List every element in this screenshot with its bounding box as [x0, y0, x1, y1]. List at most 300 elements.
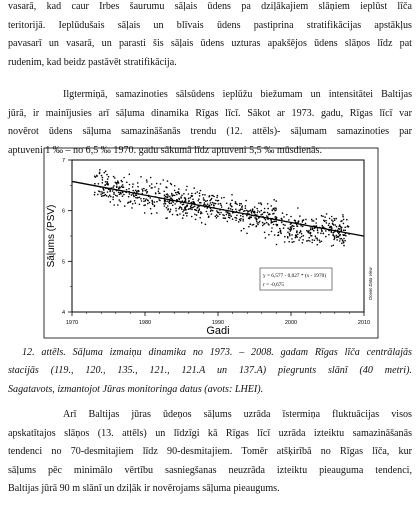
data-point — [281, 218, 283, 220]
data-point — [183, 214, 185, 216]
data-point — [298, 220, 300, 222]
paragraph3-line: sāļums pēc minimālo vērtību sasniegšanas neuzrāda izteiktu pieauguma tendenci, — [8, 464, 412, 476]
data-point — [319, 241, 321, 243]
data-point — [279, 228, 281, 230]
data-point — [299, 237, 301, 239]
data-point — [310, 227, 312, 229]
data-point — [135, 197, 137, 199]
data-point — [132, 203, 134, 205]
data-point — [112, 196, 114, 198]
data-point — [241, 230, 243, 232]
data-point — [339, 228, 341, 230]
data-point — [132, 186, 134, 188]
data-point — [217, 195, 219, 197]
data-point — [255, 219, 257, 221]
data-point — [109, 191, 111, 193]
data-point — [131, 207, 133, 209]
data-point — [191, 209, 193, 211]
data-point — [113, 193, 115, 195]
data-point — [199, 192, 201, 194]
data-point — [187, 204, 189, 206]
data-point — [302, 221, 304, 223]
data-point — [293, 225, 295, 227]
data-point — [147, 191, 149, 193]
data-point — [321, 215, 323, 217]
data-point — [315, 222, 317, 224]
data-point — [273, 209, 275, 211]
data-point — [344, 227, 346, 229]
data-point — [251, 211, 253, 213]
data-point — [106, 174, 108, 176]
data-point — [132, 190, 134, 192]
data-point — [182, 217, 184, 219]
data-point — [105, 184, 107, 186]
data-point — [311, 242, 313, 244]
data-point — [276, 244, 278, 246]
data-point — [101, 191, 103, 193]
data-point — [317, 228, 319, 230]
data-point — [271, 227, 273, 229]
data-point — [228, 217, 230, 219]
data-point — [338, 236, 340, 238]
data-point — [314, 240, 316, 242]
data-point — [343, 223, 345, 225]
y-tick-label: 6 — [61, 208, 65, 215]
data-point — [198, 206, 200, 208]
data-point — [235, 220, 237, 222]
data-point — [240, 215, 242, 217]
data-point — [99, 169, 101, 171]
data-point — [96, 175, 98, 177]
data-point — [203, 197, 205, 199]
data-point — [211, 213, 213, 215]
data-point — [230, 205, 232, 207]
data-point — [267, 208, 269, 210]
data-point — [291, 228, 293, 230]
data-point — [143, 188, 145, 190]
data-point — [128, 196, 130, 198]
data-point — [166, 196, 168, 198]
data-point — [129, 184, 131, 186]
data-point — [99, 173, 101, 175]
data-point — [287, 237, 289, 239]
data-point — [142, 190, 144, 192]
data-point — [228, 207, 230, 209]
data-point — [105, 181, 107, 183]
data-point — [299, 215, 301, 217]
data-point — [218, 203, 220, 205]
data-point — [204, 194, 206, 196]
data-point — [313, 230, 315, 232]
data-point — [220, 204, 222, 206]
data-point — [118, 188, 120, 190]
data-point — [230, 208, 232, 210]
data-point — [262, 222, 264, 224]
data-point — [264, 208, 266, 210]
data-point — [154, 206, 156, 208]
data-point — [240, 209, 242, 211]
data-point — [227, 221, 229, 223]
data-point — [255, 217, 257, 219]
data-point — [110, 196, 112, 198]
data-point — [275, 200, 277, 202]
data-point — [258, 217, 260, 219]
data-point — [290, 226, 292, 228]
data-point — [101, 195, 103, 197]
data-point — [191, 193, 193, 195]
data-point — [186, 215, 188, 217]
data-point — [150, 208, 152, 210]
data-point — [174, 203, 176, 205]
data-point — [194, 214, 196, 216]
data-point — [301, 233, 303, 235]
data-point — [223, 218, 225, 220]
data-point — [217, 216, 219, 218]
figure-caption — [8, 344, 412, 399]
data-point — [185, 189, 187, 191]
trend-line — [72, 181, 364, 236]
data-point — [321, 231, 323, 233]
data-point — [141, 188, 143, 190]
data-point — [231, 194, 233, 196]
data-point — [296, 225, 298, 227]
data-point — [284, 241, 286, 243]
data-point — [201, 222, 203, 224]
data-point — [262, 213, 264, 215]
data-point — [290, 216, 292, 218]
data-point — [171, 202, 173, 204]
data-point — [114, 177, 116, 179]
data-point — [336, 235, 338, 237]
data-point — [258, 222, 260, 224]
data-point — [312, 239, 314, 241]
data-point — [323, 226, 325, 228]
data-point — [300, 230, 302, 232]
data-point — [293, 241, 295, 243]
data-point — [254, 211, 256, 213]
data-point — [215, 216, 217, 218]
data-point — [149, 197, 151, 199]
data-point — [287, 227, 289, 229]
data-point — [262, 225, 264, 227]
data-point — [215, 203, 217, 205]
data-point — [95, 176, 97, 178]
data-point — [264, 223, 266, 225]
data-point — [311, 219, 313, 221]
equation-text: y = 6,577 - 0,027 * (x - 1970) — [263, 273, 327, 279]
data-point — [166, 187, 168, 189]
data-point — [236, 217, 238, 219]
data-point — [204, 199, 206, 201]
data-point — [164, 200, 166, 202]
data-point — [122, 195, 124, 197]
data-point — [229, 213, 231, 215]
data-point — [234, 217, 236, 219]
data-point — [151, 200, 153, 202]
data-point — [108, 196, 110, 198]
data-point — [342, 214, 344, 216]
data-point — [139, 204, 141, 206]
data-point — [112, 190, 114, 192]
data-point — [249, 223, 251, 225]
data-point — [336, 226, 338, 228]
data-point — [221, 206, 223, 208]
data-point — [199, 195, 201, 197]
data-point — [229, 214, 231, 216]
data-point — [113, 204, 115, 206]
data-point — [339, 240, 341, 242]
data-point — [107, 181, 109, 183]
data-point — [277, 235, 279, 237]
data-point — [158, 191, 160, 193]
data-point — [180, 197, 182, 199]
data-point — [178, 188, 180, 190]
data-point — [249, 216, 251, 218]
x-axis-label: Gadi — [206, 325, 230, 337]
data-point — [174, 195, 176, 197]
data-point — [190, 207, 192, 209]
data-point — [305, 219, 307, 221]
data-point — [238, 209, 240, 211]
data-point — [235, 209, 237, 211]
data-point — [274, 210, 276, 212]
data-point — [162, 179, 164, 181]
x-tick-label: 2000 — [284, 320, 298, 326]
data-point — [135, 202, 137, 204]
data-point — [119, 193, 121, 195]
paragraph2-line: aptuveni 1 ‰ – no 6,5 ‰ 1970. gadu sākumā līdz aptuveni 5,5 ‰ mūsdienās. — [8, 144, 322, 156]
data-point — [128, 202, 130, 204]
data-point — [256, 208, 258, 210]
data-point — [315, 235, 317, 237]
data-point — [284, 224, 286, 226]
data-point — [102, 193, 104, 195]
data-point — [245, 200, 247, 202]
data-point — [343, 219, 345, 221]
data-point — [177, 214, 179, 216]
data-point — [331, 245, 333, 247]
data-point — [220, 212, 222, 214]
data-point — [339, 224, 341, 226]
data-point — [219, 214, 221, 216]
data-point — [122, 186, 124, 188]
data-point — [210, 202, 212, 204]
data-point — [197, 200, 199, 202]
data-point — [201, 212, 203, 214]
data-point — [282, 212, 284, 214]
data-point — [165, 203, 167, 205]
data-point — [169, 203, 171, 205]
data-point — [163, 191, 165, 193]
data-point — [240, 218, 242, 220]
data-point — [341, 243, 343, 245]
data-point — [149, 202, 151, 204]
data-point — [343, 245, 345, 247]
data-point — [171, 194, 173, 196]
data-point — [297, 234, 299, 236]
caption-line: Sagatavots, izmantojot Jūras monitoringa datus (avots: LHEI). — [8, 383, 264, 395]
data-point — [113, 176, 115, 178]
data-point — [185, 212, 187, 214]
data-point — [326, 222, 328, 224]
data-point — [115, 182, 117, 184]
data-point — [107, 191, 109, 193]
data-point — [278, 232, 280, 234]
data-point — [343, 229, 345, 231]
data-point — [302, 220, 304, 222]
data-point — [141, 200, 143, 202]
data-point — [126, 189, 128, 191]
data-point — [273, 199, 275, 201]
data-point — [227, 212, 229, 214]
data-point — [300, 225, 302, 227]
data-point — [216, 214, 218, 216]
data-point — [158, 188, 160, 190]
data-point — [182, 211, 184, 213]
data-point — [202, 194, 204, 196]
data-point — [137, 197, 139, 199]
data-point — [121, 180, 123, 182]
data-point — [135, 194, 137, 196]
data-point — [343, 241, 345, 243]
data-point — [102, 177, 104, 179]
data-point — [283, 227, 285, 229]
data-point — [325, 230, 327, 232]
data-point — [333, 245, 335, 247]
data-point — [144, 204, 146, 206]
data-point — [195, 209, 197, 211]
paragraph1-line: teritorijā. Ieplūdušais sāļais un blīvais ūdens pastiprina stratifikācijas apstākļus — [8, 19, 412, 31]
data-point — [322, 216, 324, 218]
paragraph3-line: tendenci no 70-desmitajiem līdz 90-desmitajiem. Tomēr atšķirībā no Rīgas līča, kur — [8, 446, 412, 458]
data-point — [344, 240, 346, 242]
data-point — [113, 192, 115, 194]
data-point — [336, 239, 338, 241]
data-point — [200, 202, 202, 204]
data-point — [124, 205, 126, 207]
data-point — [280, 230, 282, 232]
data-point — [274, 207, 276, 209]
data-point — [99, 191, 101, 193]
data-point — [151, 183, 153, 185]
data-point — [213, 202, 215, 204]
data-point — [129, 193, 131, 195]
data-point — [116, 187, 118, 189]
data-point — [128, 188, 130, 190]
data-point — [118, 192, 120, 194]
chart-svg — [0, 142, 420, 342]
data-point — [145, 190, 147, 192]
data-point — [103, 192, 105, 194]
data-point — [317, 230, 319, 232]
data-point — [186, 186, 188, 188]
data-point — [264, 211, 266, 213]
data-point — [223, 215, 225, 217]
data-point — [120, 201, 122, 203]
data-point — [272, 209, 274, 211]
data-point — [181, 209, 183, 211]
data-point — [188, 198, 190, 200]
data-point — [149, 185, 151, 187]
data-point — [197, 191, 199, 193]
data-point — [184, 197, 186, 199]
data-point — [163, 203, 165, 205]
paragraph3-line: Baltijas jūrā 90 m slānī un dziļāk ir novērojams sāļuma pieaugums. — [8, 483, 280, 495]
data-point — [236, 215, 238, 217]
data-point — [204, 202, 206, 204]
x-tick-label: 1970 — [65, 320, 79, 326]
data-point — [123, 177, 125, 179]
data-point — [147, 200, 149, 202]
data-point — [291, 234, 293, 236]
data-point — [330, 226, 332, 228]
data-point — [268, 214, 270, 216]
data-point — [291, 238, 293, 240]
data-point — [140, 176, 142, 178]
data-point — [212, 202, 214, 204]
data-point — [156, 212, 158, 214]
data-point — [179, 207, 181, 209]
data-point — [275, 221, 277, 223]
data-point — [332, 221, 334, 223]
paragraph3-line: apskatītajos slāņos (13. attēls) un līdzīgi kā Rīgas līcī uzrāda izteiktu samazināšanās — [8, 427, 412, 439]
data-point — [175, 210, 177, 212]
data-point — [198, 212, 200, 214]
data-point — [347, 225, 349, 227]
data-point — [344, 230, 346, 232]
data-point — [181, 195, 183, 197]
data-point — [286, 214, 288, 216]
paragraph-3 — [8, 406, 412, 499]
data-point — [293, 228, 295, 230]
data-point — [291, 241, 293, 243]
data-point — [264, 232, 266, 234]
data-point — [216, 210, 218, 212]
data-point — [302, 239, 304, 241]
data-point — [302, 242, 304, 244]
data-point — [331, 219, 333, 221]
data-point — [310, 232, 312, 234]
data-point — [342, 239, 344, 241]
data-point — [308, 237, 310, 239]
data-point — [333, 224, 335, 226]
data-point — [335, 224, 337, 226]
data-point — [195, 219, 197, 221]
data-point — [307, 240, 309, 242]
data-point — [296, 231, 298, 233]
data-point — [297, 207, 299, 209]
data-point — [298, 239, 300, 241]
data-point — [216, 197, 218, 199]
data-point — [205, 224, 207, 226]
data-point — [317, 244, 319, 246]
data-point — [317, 232, 319, 234]
data-point — [188, 201, 190, 203]
data-point — [259, 221, 261, 223]
data-point — [145, 198, 147, 200]
data-point — [150, 177, 152, 179]
data-point — [116, 195, 118, 197]
data-point — [245, 207, 247, 209]
data-point — [185, 199, 187, 201]
data-point — [223, 197, 225, 199]
data-point — [272, 213, 274, 215]
data-point — [185, 201, 187, 203]
data-point — [190, 197, 192, 199]
data-point — [152, 202, 154, 204]
data-point — [118, 199, 120, 201]
data-point — [107, 183, 109, 185]
